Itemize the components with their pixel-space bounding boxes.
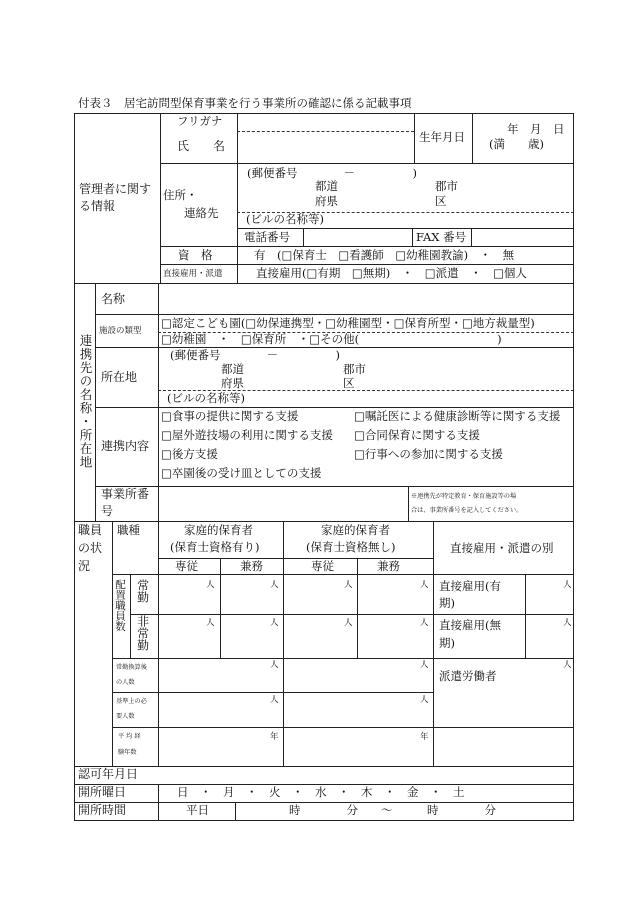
divider xyxy=(357,558,358,658)
divider xyxy=(130,574,131,658)
unit-person: 人 xyxy=(420,580,429,590)
prefecture-label: 都道 xyxy=(315,179,338,193)
qualification-label: 資 格 xyxy=(178,248,213,262)
facility-type-label: 施設の類型 xyxy=(99,326,142,336)
unit-person: 人 xyxy=(420,695,429,705)
open-hours-label: 開所時間 xyxy=(78,803,127,817)
form-border-left xyxy=(74,113,75,821)
form-border-right xyxy=(573,113,574,821)
postal-code: (郵便番号 － ) xyxy=(170,348,340,362)
birth-date-label: 生年月日 xyxy=(419,130,465,144)
fax-label: FAX 番号 xyxy=(416,230,467,244)
collaboration-option: □行事への参加に関する支援 xyxy=(354,447,503,461)
column-header: 家庭的保育者 xyxy=(184,523,253,537)
building-label: (ビルの名称等) xyxy=(246,212,324,226)
age-value: (満 歳) xyxy=(489,137,544,151)
address-label: 住所・ xyxy=(163,188,198,202)
divider xyxy=(112,521,113,766)
unit-person: 人 xyxy=(563,618,572,628)
collaboration-option: □嘱託医による健康診断等に関する支援 xyxy=(354,409,561,423)
parttime-header: 兼務 xyxy=(240,559,263,573)
divider xyxy=(235,802,236,820)
divider xyxy=(74,521,574,522)
confirmation-form xyxy=(74,113,574,821)
approval-date-label: 認可年月日 xyxy=(78,767,139,781)
divider xyxy=(74,766,574,767)
dispatch-worker-label: 派遣労働者 xyxy=(439,669,497,683)
employment-label: 直接雇用・派遣 xyxy=(163,269,223,279)
form-title: 付表３ 居宅訪問型保育事業を行う事業所の確認に係る記載事項 xyxy=(78,96,412,110)
employment-value: 直接雇用(□有期 □無期) ・ □派遣 ・ □個人 xyxy=(256,266,527,280)
direct-indefinite-label: 直接雇用(無 xyxy=(439,618,501,632)
form-border-bottom xyxy=(74,820,574,821)
column-header: (保育士資格無し) xyxy=(306,540,396,554)
column-header: (保育士資格有り) xyxy=(170,540,260,554)
unit-person: 人 xyxy=(420,660,429,670)
office-number-note: ※連携先が特定教育・保育施設等の場 xyxy=(411,493,517,500)
divider xyxy=(158,784,159,820)
birth-date-value: 年 月 日 xyxy=(507,122,565,136)
divider xyxy=(160,246,574,247)
divider xyxy=(130,614,574,615)
divider xyxy=(414,113,415,163)
required-staff-label: 基準上の必 xyxy=(116,698,147,705)
avg-experience-label: 験年数 xyxy=(118,749,137,756)
divider xyxy=(237,228,574,229)
unit-person: 人 xyxy=(420,618,429,628)
divider xyxy=(303,228,304,246)
assigned-staff-label: 配置職員数 xyxy=(114,579,127,632)
contact-label: 連絡先 xyxy=(184,206,219,220)
unit-person: 人 xyxy=(206,580,215,590)
divider xyxy=(160,264,574,265)
divider xyxy=(472,113,473,163)
parttime-header: 兼務 xyxy=(377,559,400,573)
manager-section-label: 管理者に関す xyxy=(79,182,152,196)
divider xyxy=(525,574,526,658)
postal-code: (郵便番号 － ) xyxy=(247,166,417,180)
direct-fixed-term-label: 直接雇用(有 xyxy=(439,579,501,593)
divider xyxy=(95,407,574,408)
divider xyxy=(95,314,574,315)
furigana-label: フリガナ xyxy=(177,114,223,128)
job-type-label: 職種 xyxy=(117,523,140,537)
divider xyxy=(471,228,472,246)
form-border-top xyxy=(74,113,574,114)
staff-section-label: の状 xyxy=(78,541,103,555)
manager-section-label: る情報 xyxy=(79,199,116,213)
unit-person: 人 xyxy=(206,618,215,628)
collaboration-option: □卒園後の受け皿としての支援 xyxy=(161,466,322,480)
collaboration-option: □後方支援 xyxy=(161,447,218,461)
prefecture-label: 府県 xyxy=(315,194,338,208)
prefecture-label: 都道 xyxy=(221,362,244,376)
collaboration-option: □屋外遊技場の利用に関する支援 xyxy=(161,428,333,442)
divider xyxy=(160,163,574,164)
qualification-value: 有 (□保育士 □看護師 □幼稚園教諭) ・ 無 xyxy=(254,248,515,262)
weekday-label: 平日 xyxy=(186,803,209,817)
city-label: 区 xyxy=(343,376,355,390)
fulltime-header: 専従 xyxy=(311,559,334,573)
location-label: 所在地 xyxy=(101,370,138,384)
collaboration-option: □合同保育に関する支援 xyxy=(354,428,480,442)
column-header: 家庭的保育者 xyxy=(321,523,390,537)
divider xyxy=(408,486,409,521)
divider xyxy=(237,113,238,283)
fulltime-header: 専従 xyxy=(175,559,198,573)
unit-person: 人 xyxy=(563,580,572,590)
nonregular-label: 非常勤 xyxy=(135,615,150,651)
collaboration-option: □食事の提供に関する支援 xyxy=(161,409,299,423)
divider xyxy=(412,228,413,246)
office-number-label: 号 xyxy=(101,504,114,518)
name-label: 氏 名 xyxy=(177,139,226,153)
direct-indefinite-label: 期) xyxy=(439,636,455,650)
direct-fixed-term-label: 期) xyxy=(439,596,455,610)
unit-person: 人 xyxy=(344,618,353,628)
staff-section-label: 職員 xyxy=(78,523,103,537)
column-header: 直接雇用・派遣の別 xyxy=(450,541,554,555)
city-label: 郡市 xyxy=(343,362,366,376)
divider xyxy=(160,113,161,283)
facility-type-option: □認定こども園(□幼保連携型・□幼稚園型・□保育所型・□地方裁量型) xyxy=(161,316,535,330)
unit-year: 年 xyxy=(270,732,279,742)
collaboration-label: 連携内容 xyxy=(101,439,150,453)
unit-year: 年 xyxy=(420,732,429,742)
avg-experience-label: 平均経 xyxy=(118,733,143,740)
unit-person: 人 xyxy=(563,660,572,670)
required-staff-label: 要人数 xyxy=(116,713,135,720)
city-label: 郡市 xyxy=(435,179,458,193)
unit-person: 人 xyxy=(270,695,279,705)
phone-label: 電話番号 xyxy=(244,230,290,244)
divider xyxy=(112,574,574,575)
open-hours-value: 時 分 ～ 時 分 xyxy=(289,803,496,817)
office-number-note: 合は、事業所番号を記入してください。 xyxy=(411,507,523,514)
divider xyxy=(433,521,434,766)
divider xyxy=(112,658,574,659)
regular-label: 常勤 xyxy=(135,579,150,603)
open-days-label: 開所曜日 xyxy=(78,785,127,799)
staff-section-label: 況 xyxy=(78,559,91,573)
unit-person: 人 xyxy=(270,660,279,670)
city-label: 区 xyxy=(435,194,447,208)
partner-section-label: 連携先の名称・所在地 xyxy=(78,334,93,469)
fte-label: の人数 xyxy=(116,679,135,686)
building-label: (ビルの名称等) xyxy=(167,391,245,405)
divider xyxy=(237,131,414,132)
divider xyxy=(74,283,574,284)
prefecture-label: 府県 xyxy=(221,376,244,390)
unit-person: 人 xyxy=(270,618,279,628)
open-days-value: 日 ・ 月 ・ 火 ・ 水 ・ 木 ・ 金 ・ 土 xyxy=(177,785,465,799)
unit-person: 人 xyxy=(344,580,353,590)
divider xyxy=(220,558,221,658)
partner-name-label: 名称 xyxy=(101,292,126,306)
unit-person: 人 xyxy=(270,580,279,590)
divider xyxy=(112,727,574,728)
fte-label: 常勤換算後 xyxy=(116,664,147,671)
divider xyxy=(112,692,433,693)
office-number-label: 事業所番 xyxy=(101,487,150,501)
facility-type-option: □幼稚園 ・ □保育所 ・□その他( ) xyxy=(161,332,502,346)
divider xyxy=(95,486,574,487)
